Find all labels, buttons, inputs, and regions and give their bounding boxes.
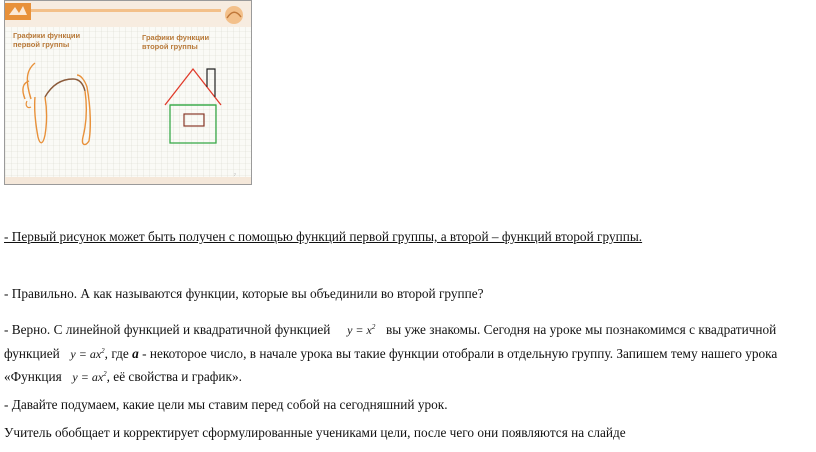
text-function: функцией xyxy=(4,346,60,361)
text-lesson-intro: вы уже знакомы. Сегодня на уроке мы познакомимся с квадратичной xyxy=(385,322,777,337)
paragraph-answer-groups: - Первый рисунок может быть получен с помощью функций первой группы, а второй – функций второй группы. xyxy=(4,229,643,244)
title-first-line1: Графики функции xyxy=(13,31,81,40)
formula-y-x2 xyxy=(347,323,375,337)
text-linear-quadratic: - Верно. С линейной функцией и квадратичной функцией xyxy=(4,322,331,337)
formula-y-ax2-topic xyxy=(72,370,106,384)
title-second-line2: второй группы xyxy=(142,42,198,51)
paragraph-question: - Правильно. А как называются функции, которые вы объединили во второй группе? xyxy=(4,286,484,301)
slide-number: 7 xyxy=(233,172,236,177)
slide-title-second-group xyxy=(142,33,209,51)
formula-y-ax2-topic-base: y = ax xyxy=(72,370,104,384)
title-first-line2: первой группы xyxy=(13,40,70,49)
formula-y-ax2-base: y = ax xyxy=(70,347,102,361)
formula-exponent: 2 xyxy=(103,370,107,378)
formula-y-x2-base: y = x xyxy=(347,323,372,337)
text-topic-end: , её свойства и график». xyxy=(106,369,242,384)
paragraph-goals-question: - Давайте подумаем, какие цели мы ставим перед собой на сегодняшний урок. xyxy=(4,397,448,412)
text-topic-start: «Функция xyxy=(4,369,62,384)
paragraph-known-functions xyxy=(4,319,776,338)
slide-header xyxy=(5,1,251,27)
slide-thumbnail xyxy=(4,0,252,185)
formula-y-ax2 xyxy=(70,347,104,361)
slide-graphics xyxy=(5,1,251,184)
slide-footer xyxy=(5,177,251,184)
variable-a: a xyxy=(132,346,139,361)
formula-exponent: 2 xyxy=(371,323,376,331)
paragraph-lesson-topic xyxy=(4,366,242,385)
title-second-line1: Графики функции xyxy=(142,33,210,42)
text-some-number: - некоторое число, в начале урока вы такие функции отобрали в отдельную группу. Запишем тему нашего урока xyxy=(142,346,778,361)
paragraph-function-ax2 xyxy=(4,343,777,362)
text-where: , где xyxy=(104,346,129,361)
grid-background xyxy=(5,1,251,184)
header-stripe xyxy=(31,9,221,12)
paragraph-teacher-summary: Учитель обобщает и корректирует сформулированные учениками цели, после чего они появляются на слайде xyxy=(4,425,626,440)
formula-exponent: 2 xyxy=(101,347,105,355)
slide-title-first-group xyxy=(13,31,80,49)
